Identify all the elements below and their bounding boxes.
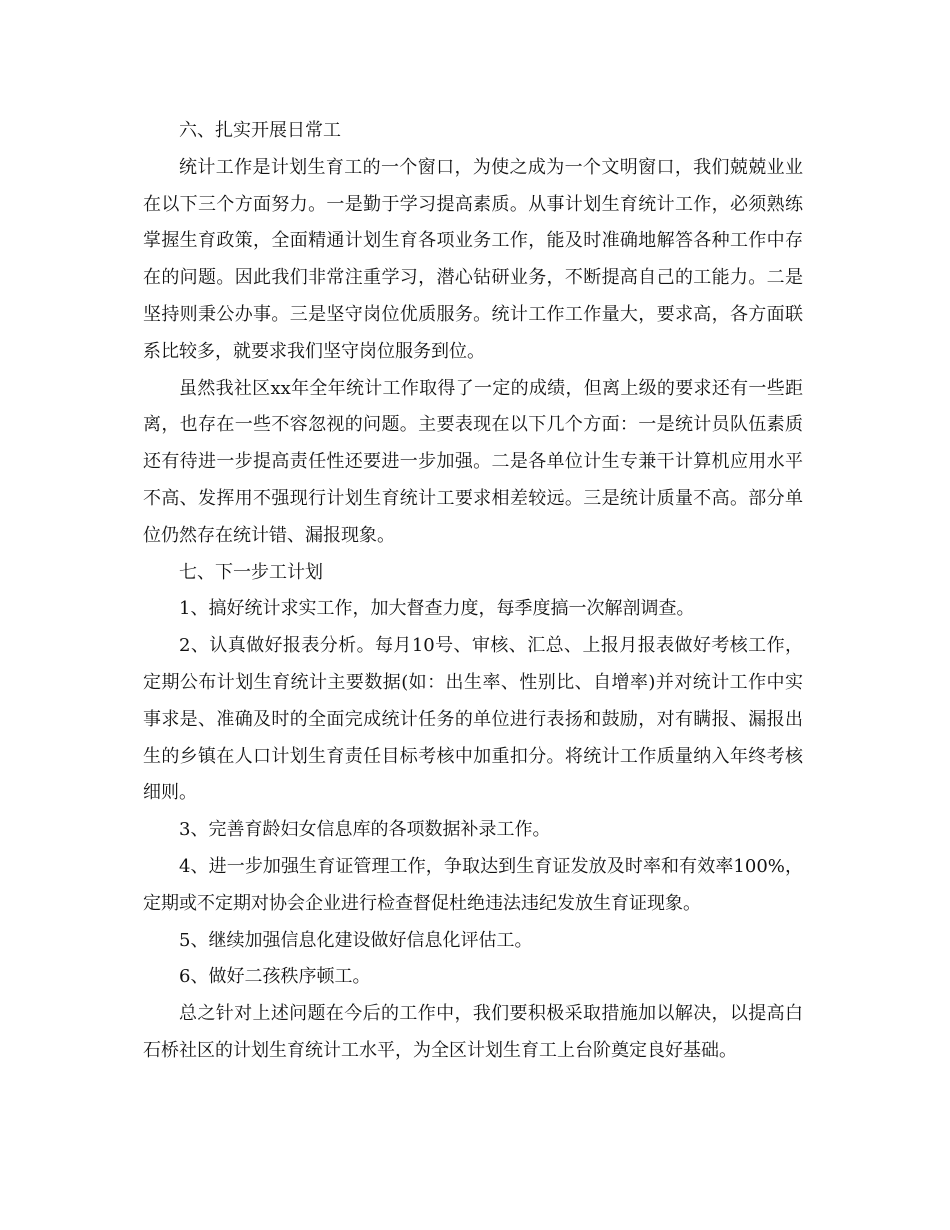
document-body <box>143 113 803 1070</box>
paragraph-problems: 虽然我社区xx年全年统计工作取得了一定的成绩，但离上级的要求还有一些距离，也存在一些不容忽视的问题。主要表现在以下几个方面：一是统计员队伍素质还有待进一步提高责任性还要进一步加强。二是各单位计生专兼干计算机应用水平不高、发挥用不强现行计划生育统计工要求相差较远。三是统计质量不高。部分单位仍然存在统计错、漏报现象。 <box>143 377 803 546</box>
plan-item-4: 4、进一步加强生育证管理工作，争取达到生育证发放及时率和有效率100%，定期或不定期对协会企业进行检查督促杜绝违法违纪发放生育证现象。 <box>143 855 803 914</box>
plan-item-6: 6、做好二孩秩序顿工。 <box>179 966 371 988</box>
paragraph-conclusion: 总之针对上述问题在今后的工作中，我们要积极采取措施加以解决，以提高白石桥社区的计划生育统计工水平，为全区计划生育工上台阶奠定良好基础。 <box>143 1003 803 1061</box>
plan-item-3: 3、完善育龄妇女信息库的各项数据补录工作。 <box>179 819 551 841</box>
paragraph-statistics-window: 统计工作是计划生育工的一个窗口，为使之成为一个文明窗口，我们兢兢业业在以下三个方面努力。一是勤于学习提高素质。从事计划生育统计工作，必须熟练掌握生育政策，全面精通计划生育各项业务工作，能及时准确地解答各种工作中存在的问题。因此我们非常注重学习，潜心钻研业务，不断提高自己的工能力。二是坚持则秉公办事。三是坚守岗位优质服务。统计工作工作量大，要求高，各方面联系比较多，就要求我们坚守岗位服务到位。 <box>143 156 803 362</box>
section-heading-daily-work: 六、扎实开展日常工 <box>179 120 341 141</box>
section-heading-next-plan: 七、下一步工计划 <box>179 561 323 583</box>
plan-item-5: 5、继续加强信息化建设做好信息化评估工。 <box>179 929 533 951</box>
plan-item-1: 1、搞好统计求实工作，加大督查力度，每季度搞一次解剖调查。 <box>179 598 695 620</box>
plan-item-2: 2、认真做好报表分析。每月10号、审核、汇总、上报月报表做好考核工作，定期公布计划生育统计主要数据(如：出生率、性别比、自增率)并对统计工作中实事求是、准确及时的全面完成统计任务的单位进行表扬和鼓励，对有瞒报、漏报出生的乡镇在人口计划生育责任目标考核中加重扣分。将统计工作质量纳入年终考核细则。 <box>143 635 803 804</box>
